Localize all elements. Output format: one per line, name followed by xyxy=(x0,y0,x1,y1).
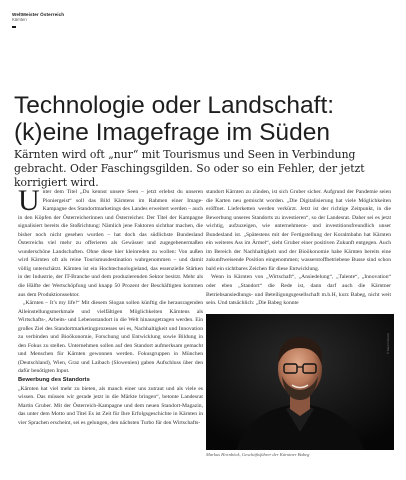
masthead-region: Kärnten xyxy=(12,17,27,22)
photo-credit: © Martin Nörzel xyxy=(386,333,390,354)
portrait-photo xyxy=(206,314,394,450)
article-column-left xyxy=(18,184,203,427)
photo-caption: Markus Hornböck, Geschäftsführer der Kärntner Babeg xyxy=(206,452,310,457)
article-column-right xyxy=(206,188,391,308)
masthead-rule xyxy=(12,26,16,28)
drop-cap: U xyxy=(18,184,40,217)
body-paragraph: „Kärnten – It’s my life!“ Mit diesem Slogan sollen künftig die herausragenden Alleinstellungsmerkmale und vielfältigen Möglichkeiten Kärntens als Wirtschafts-, Arbeits- und Lebensstandort in die Welt hinausgetragen werden. Ein großes Ziel des Standortmarketingprozesses sei es, Nachhaltigkeit und Innovation zu verbinden und Bioökonomie, Forschung und Entwicklung sowie Bildung in den Fokus zu stellen. Unternehmen sollen auf den Standort aufmerksam gemacht und Menschen für Kärnten gewonnen werden. Fokusgruppen in München (Deutschland), Wien, Graz und Laibach (Slowenien) gaben Aufschluss über den dafür benötigten Input. xyxy=(18,300,203,375)
masthead-brand: WeltMeister Österreich xyxy=(12,12,65,17)
section-subhead: Bewerbung des Standorts xyxy=(18,377,90,384)
body-paragraph: Unter dem Titel „Du kennst unsere Seen – jetzt erlebst du unseren Pioniergeist“ soll das Bild Kärntens im Rahmen einer Image-Kampagne des Standortmarketings des Landes erweitert werden – auch in den Köpfen der Österreicherinnen und Österreicher. Der Titel der Kampagne signalisiert bereits die Stoßrichtung: Nämlich jene Faktoren sichtbar machen, die bisher noch nicht gesehen wurden – hat doch das südlichste Bundesland Österreichs viel mehr zu offerieren als Gewässer und zugegebenermaßen wunderschöne Landschaften. Ohne diese hier kleinreden zu wollen: Von außen wird Kärnten oft als reine Tourismusdestination wahrgenommen – und damit völlig unterschätzt. Kärnten ist ein Hochtechnologieland, das essenzielle Stärken in der Industrie, der IT-Branche und dem produzierenden Sektor besitzt. Mehr als die Hälfte der Wertschöpfung und knapp 50 Prozent der Beschäftigten kommen aus dem Produktionssektor. xyxy=(18,184,203,298)
masthead xyxy=(12,12,64,28)
body-paragraph: standort Kärnten zu zünden, ist sich Gruber sicher. Aufgrund der Pandemie seien die Karten neu gemischt worden. „Die Digitalisierung hat viele Möglichkeiten eröffnet. Lieferketten werden verkürzt. Jetzt ist der richtige Zeitpunkt, in die Bewerbung unseres Standorts zu investieren“, so der Landesrat. Daher sei es jetzt wichtig, aufzuzeigen, wie unternehmens- und investitionsfreundlich unser Bundesland ist. „Spätestens mit der Fertigstellung der Koralmbahn hat Kärnten ein weiteres Ass im Ärmel“, sieht Gruber einer positiven Zukunft entgegen. Auch im Bereich der Nachhaltigkeit und der Bioökonomie habe Kärnten bereits eine zukunftweisende Position eingenommen; wasserstoffbetriebene Busse sind schon bald ein sichtbares Zeichen für diese Entwicklung. xyxy=(206,189,391,272)
article-title: Technologie oder Landschaft: (k)eine Imagefrage im Süden xyxy=(14,92,335,146)
body-paragraph: „Kärnten hat viel mehr zu bieten, als manch einer uns zutraut und als viele es wissen. Das müssen wir gerade jetzt in die Märkte bringen“, betonte Landesrat Martin Gruber. Mit der Österreich-Kampagne und dem neuen Standort-Magazin, das unter dem Motto und Titel Es ist Zeit für Ihre Erfolgsgeschichte in Kärnten in vier Sprachen erscheint, sei es gelungen, den nächsten Turbo für den Wirtschafts- xyxy=(18,385,203,426)
body-paragraph: Wenn in Kärnten von „Wirtschaft“, „Ansiedelung“, „Talente“, „Innovation“ oder eben „Standort“ die Rede ist, dann darf auch die Kärntner Betriebsansiedlungs- und Beteiligungsgesellschaft m.b.H, kurz Babeg, nicht weit sein. Und tatsächlich: „Die Babeg konnte xyxy=(206,274,391,307)
article-lead: Kärnten wird oft „nur“ mit Tourismus und Seen in Verbindung gebracht. Oder Faschingsgilden. So oder so ein Fehler, der jetzt korrigiert wird. xyxy=(14,148,365,189)
portrait-image xyxy=(206,314,394,450)
